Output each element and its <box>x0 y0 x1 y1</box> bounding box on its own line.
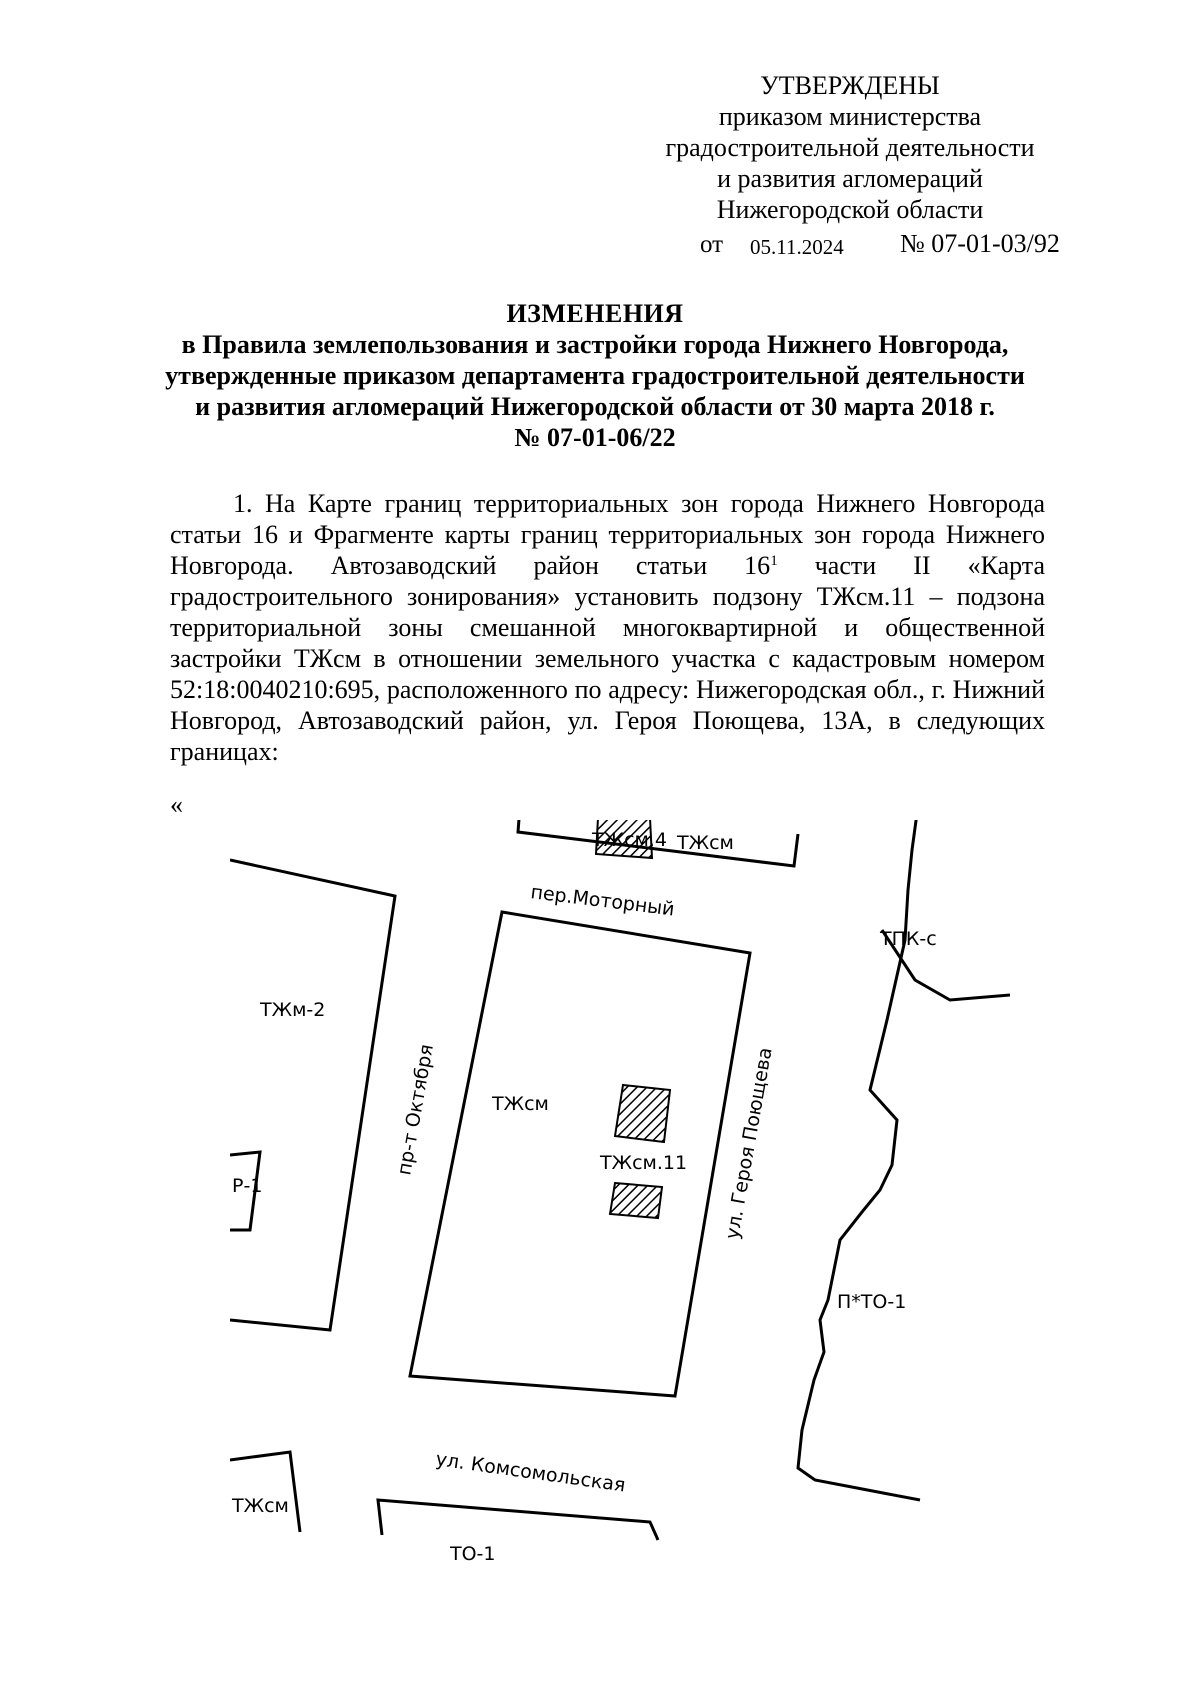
approval-line-4: Нижегородской области <box>716 195 984 224</box>
map-label-bottom-zone: ТО-1 <box>450 1543 496 1565</box>
title-line-4: № 07-01-06/22 <box>514 423 676 452</box>
paragraph-superscript: 1 <box>770 553 778 569</box>
title-main: ИЗМЕНЕНИЯ <box>506 299 684 328</box>
title-line-3: и развития агломераций Нижегородской области от 30 марта 2018 г. <box>195 392 995 421</box>
title-line-1: в Правила землепользования и застройки города Нижнего Новгорода, <box>181 330 1009 359</box>
map-label-top-hatched: ТЖсм.4 <box>592 829 667 851</box>
map-hatched-subzone-1 <box>615 1085 670 1142</box>
zoning-map <box>230 820 1010 1620</box>
map-boundary-left <box>230 860 395 1330</box>
paragraph-part-1: 1. На Карте границ территориальных зон города Нижнего Новгорода статьи 16 и Фрагменте карты границ территориальных зон города Нижнего Новгорода. Автозаводский район статьи 16 <box>170 489 1045 580</box>
approval-block <box>600 70 1100 261</box>
map-hatched-subzone-2 <box>610 1183 662 1218</box>
map-label-subzone: ТЖсм.11 <box>600 1152 688 1174</box>
map-boundary-right <box>798 820 920 1500</box>
approval-date: 05.11.2024 <box>750 235 844 259</box>
approval-number: № 07-01-03/92 <box>900 229 1060 258</box>
body-paragraph <box>170 488 1045 767</box>
map-label-street-right: ул. Героя Поющева <box>721 1045 777 1241</box>
map-label-center-zone: ТЖсм <box>492 1093 549 1115</box>
map-boundary-bottom <box>378 1500 658 1540</box>
map-label-small-zone: Р-1 <box>232 1175 263 1197</box>
map-label-street-top: пер.Моторный <box>529 881 676 921</box>
map-boundary-bottom-left <box>230 1452 300 1532</box>
approval-line-1: приказом министерства <box>718 102 982 131</box>
map-label-right-zone: П*ТО-1 <box>837 1291 907 1313</box>
approval-line-3: и развития агломераций <box>717 164 983 193</box>
paragraph-part-2: части II «Карта градостроительного зонирования» установить подзону ТЖсм.11 – подзона территориальной зоны смешанной многоквартирной и общественной застройки ТЖсм в отношении земельного участка с кадастровым номером 52:18:0040210:695, расположенного по адресу: Нижегородская обл., г. Нижний Новгород, Автозаводский район, ул. Героя Поющева, 13А, в следующих границах: <box>170 551 1045 766</box>
zoning-map-svg <box>230 820 1010 1620</box>
paragraph-text <box>170 488 1045 767</box>
document-title <box>145 298 1045 453</box>
approval-line-2: градостроительной деятельности <box>665 133 1035 162</box>
map-label-street-left: пр-т Октября <box>393 1042 438 1177</box>
map-label-left-zone: ТЖм-2 <box>260 999 326 1021</box>
title-line-2: утвержденные приказом департамента градостроительной деятельности <box>165 361 1025 390</box>
approval-heading: УТВЕРЖДЕНЫ <box>760 71 940 100</box>
map-label-tpk: ТПК-с <box>880 928 937 950</box>
map-label-bottom-left-zone: ТЖсм <box>232 1495 289 1517</box>
opening-quote: « <box>170 790 183 819</box>
map-label-top-zone: ТЖсм <box>677 832 734 854</box>
approval-date-row <box>600 227 1100 261</box>
approval-date-prefix: от <box>700 231 724 258</box>
map-boundary-center <box>410 912 750 1396</box>
map-label-street-bottom: ул. Комсомольская <box>434 1448 627 1497</box>
